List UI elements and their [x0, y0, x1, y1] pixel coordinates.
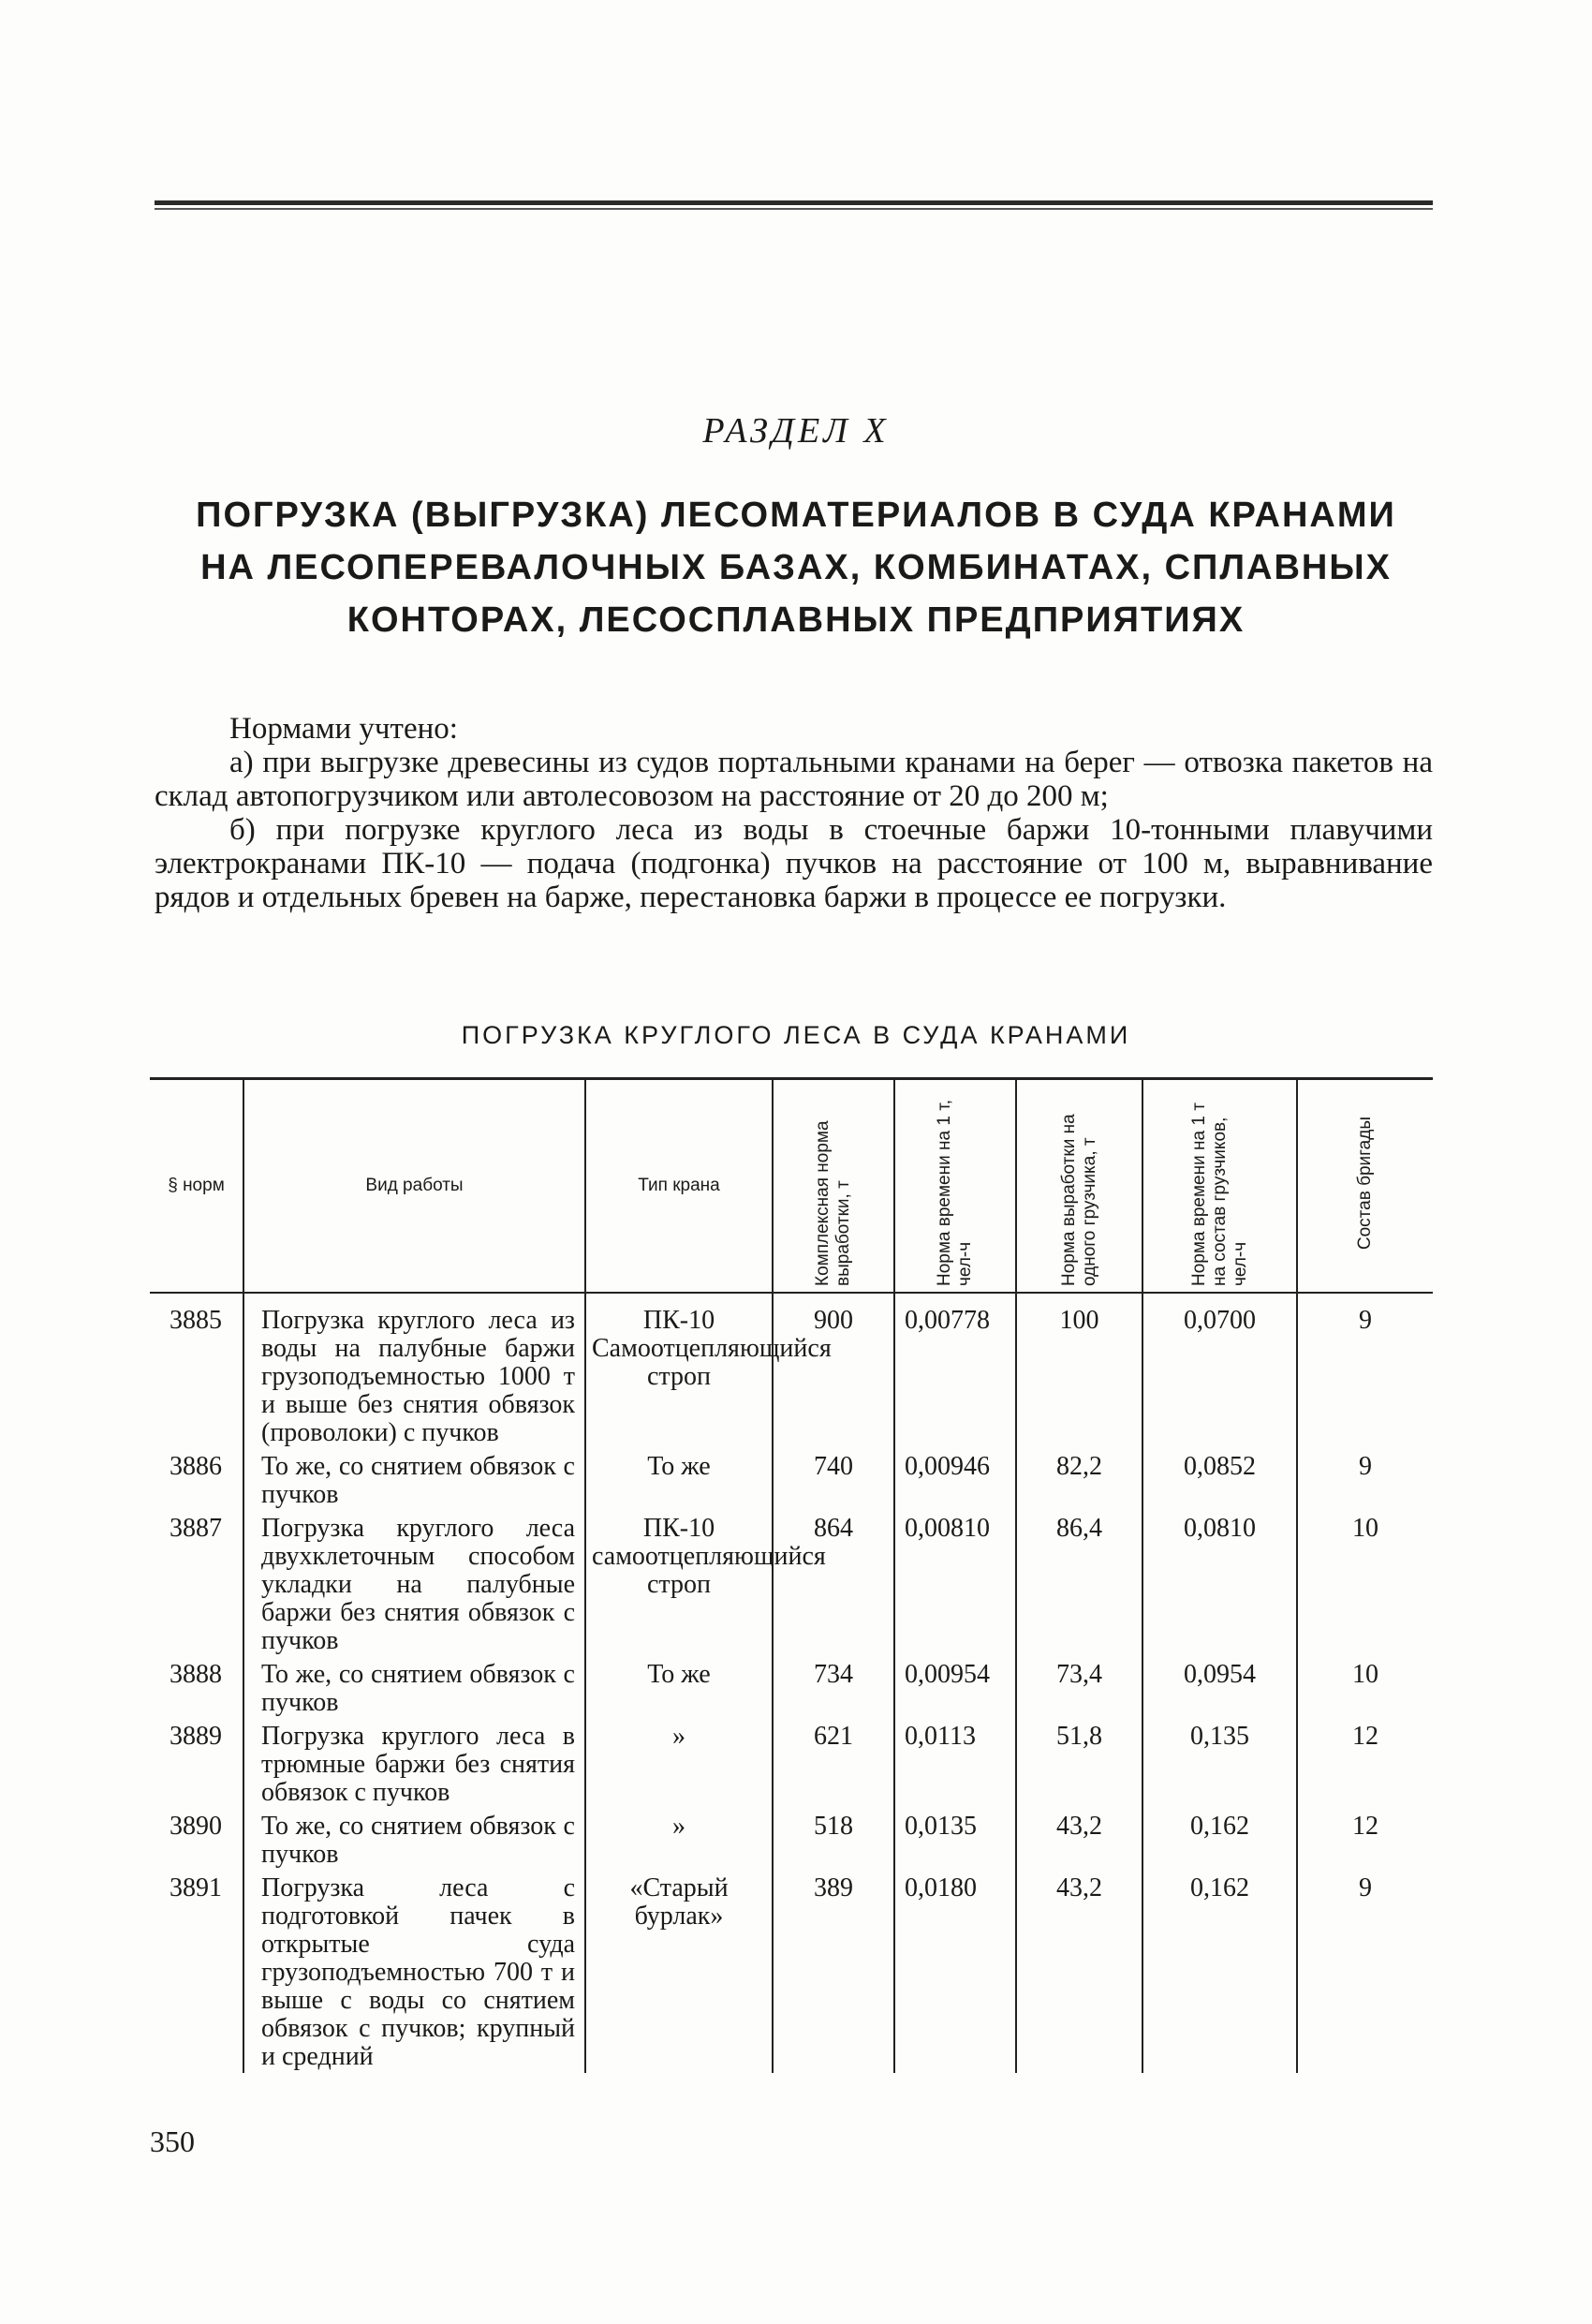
cell-norm: 3891: [170, 1873, 222, 1902]
cell-output: 389: [773, 1871, 894, 2073]
cell-work: То же, со снятием обвязок с пучков: [243, 1449, 585, 1511]
norms-table: [150, 1077, 1433, 2073]
page-number: 350: [150, 2124, 195, 2158]
cell-work: Погрузка круглого леса в трюмные баржи без снятия обвязок с пучков: [243, 1719, 585, 1809]
intro-item-a: а) при выгрузке древесины из судов портальными кранами на берег — отвозка пакетов на склад автопогрузчиком или автолесовозом на расстояние от 20 до 200 м;: [155, 746, 1433, 813]
header-output-per-loader-label: Норма выработки на одного грузчика, т: [1058, 1114, 1099, 1286]
cell-time-per-crew: 0,0700: [1142, 1293, 1297, 1449]
cell-time-per-crew: 0,162: [1142, 1809, 1297, 1871]
cell-crane: ПК-10 самоотцепляющийся строп: [585, 1511, 773, 1657]
header-crew: [1297, 1079, 1433, 1294]
cell-output: 518: [773, 1809, 894, 1871]
table-row: [150, 1809, 1433, 1871]
cell-time-per-crew: 0,0954: [1142, 1657, 1297, 1719]
table-row: [150, 1657, 1433, 1719]
cell-crew: 9: [1297, 1293, 1433, 1449]
header-crane: Тип крана: [585, 1079, 773, 1294]
cell-time-per-t: 0,00946: [894, 1449, 1016, 1511]
top-rule-thin: [155, 208, 1433, 210]
cell-work: Погрузка круглого леса из воды на палубные баржи грузоподъемностью 1000 т и выше без снятия обвязок (проволоки) с пучков: [243, 1293, 585, 1449]
cell-work: То же, со снятием обвязок с пучков: [243, 1809, 585, 1871]
cell-output-per-loader: 82,2: [1016, 1449, 1142, 1511]
title-line: НА ЛЕСОПЕРЕВАЛОЧНЫХ БАЗАХ, КОМБИНАТАХ, СПЛАВНЫХ: [200, 548, 1392, 587]
intro-item-b: б) при погрузке круглого леса из воды в стоечные баржи 10-тонными плавучими электрокранами ПК-10 — подача (подгонка) пучков на расстояние от 100 м, выравнивание рядов и отдельных бревен на барже, перестановка баржи в процессе ее погрузки.: [155, 813, 1433, 914]
intro-text: [155, 712, 1433, 914]
table-row: [150, 1449, 1433, 1511]
cell-output: 734: [773, 1657, 894, 1719]
cell-crew: 9: [1297, 1871, 1433, 2073]
header-time-per-crew: [1142, 1079, 1297, 1294]
section-heading: РАЗДЕЛ X: [702, 411, 890, 451]
table-row: [150, 1293, 1433, 1449]
header-crew-label: Состав бригады: [1355, 1116, 1375, 1251]
cell-norm: 3889: [170, 1722, 222, 1751]
title-line: КОНТОРАХ, ЛЕСОСПЛАВНЫХ ПРЕДПРИЯТИЯХ: [346, 600, 1246, 640]
cell-crane: То же: [585, 1657, 773, 1719]
cell-time-per-crew: 0,135: [1142, 1719, 1297, 1809]
cell-crane: То же: [585, 1449, 773, 1511]
table-title: ПОГРУЗКА КРУГЛОГО ЛЕСА В СУДА КРАНАМИ: [461, 1021, 1131, 1049]
cell-norm: 3888: [170, 1660, 222, 1689]
table-row: [150, 1719, 1433, 1809]
cell-work: Погрузка леса с подготовкой пачек в открытые суда грузоподъемностью 700 т и выше с воды со снятием обвязок с пучков; крупный и средний: [243, 1871, 585, 2073]
table-row: [150, 1871, 1433, 2073]
cell-output-per-loader: 100: [1016, 1293, 1142, 1449]
chapter-title: [140, 489, 1452, 646]
header-output-per-loader: [1016, 1079, 1142, 1294]
header-time-per-t-label: Норма времени на 1 т, чел-ч: [935, 1099, 975, 1286]
cell-crew: 10: [1297, 1511, 1433, 1657]
header-output: [773, 1079, 894, 1294]
cell-crane: »: [585, 1719, 773, 1809]
cell-norm: 3887: [170, 1514, 222, 1543]
cell-work: То же, со снятием обвязок с пучков: [243, 1657, 585, 1719]
cell-crane: ПК-10 Самоотцепляющийся строп: [585, 1293, 773, 1449]
cell-time-per-t: 0,00810: [894, 1511, 1016, 1657]
cell-crane: »: [585, 1809, 773, 1871]
header-output-label: Комплексная норма выработки, т: [813, 1120, 853, 1286]
norms-table-wrapper: [150, 1077, 1433, 2073]
cell-crane: «Старый бурлак»: [585, 1871, 773, 2073]
header-time-per-t: [894, 1079, 1016, 1294]
table-header-row: [150, 1079, 1433, 1294]
cell-crew: 12: [1297, 1719, 1433, 1809]
cell-time-per-t: 0,0135: [894, 1809, 1016, 1871]
cell-crew: 12: [1297, 1809, 1433, 1871]
cell-time-per-t: 0,0180: [894, 1871, 1016, 2073]
intro-lead: Нормами учтено:: [229, 712, 458, 746]
header-norm: § норм: [150, 1079, 243, 1294]
cell-output-per-loader: 73,4: [1016, 1657, 1142, 1719]
cell-time-per-t: 0,0113: [894, 1719, 1016, 1809]
cell-output-per-loader: 51,8: [1016, 1719, 1142, 1809]
cell-output: 740: [773, 1449, 894, 1511]
cell-time-per-crew: 0,0852: [1142, 1449, 1297, 1511]
table-row: [150, 1511, 1433, 1657]
cell-output: 864: [773, 1511, 894, 1657]
cell-time-per-t: 0,00954: [894, 1657, 1016, 1719]
cell-time-per-crew: 0,0810: [1142, 1511, 1297, 1657]
cell-norm: 3885: [170, 1306, 222, 1335]
cell-time-per-t: 0,00778: [894, 1293, 1016, 1449]
cell-output: 900: [773, 1293, 894, 1449]
cell-output-per-loader: 43,2: [1016, 1871, 1142, 2073]
title-line: ПОГРУЗКА (ВЫГРУЗКА) ЛЕСОМАТЕРИАЛОВ В СУДА КРАНАМИ: [196, 496, 1396, 535]
cell-crew: 9: [1297, 1449, 1433, 1511]
header-time-per-crew-label: Норма времени на 1 т на состав грузчиков, чел-ч: [1188, 1103, 1250, 1286]
cell-crew: 10: [1297, 1657, 1433, 1719]
cell-norm: 3890: [170, 1812, 222, 1841]
header-work: Вид работы: [243, 1079, 585, 1294]
cell-output: 621: [773, 1719, 894, 1809]
cell-norm: 3886: [170, 1452, 222, 1481]
cell-output-per-loader: 86,4: [1016, 1511, 1142, 1657]
top-rule: [155, 200, 1433, 205]
cell-output-per-loader: 43,2: [1016, 1809, 1142, 1871]
cell-work: Погрузка круглого леса двухклеточным способом укладки на палубные баржи без снятия обвязок с пучков: [243, 1511, 585, 1657]
cell-time-per-crew: 0,162: [1142, 1871, 1297, 2073]
